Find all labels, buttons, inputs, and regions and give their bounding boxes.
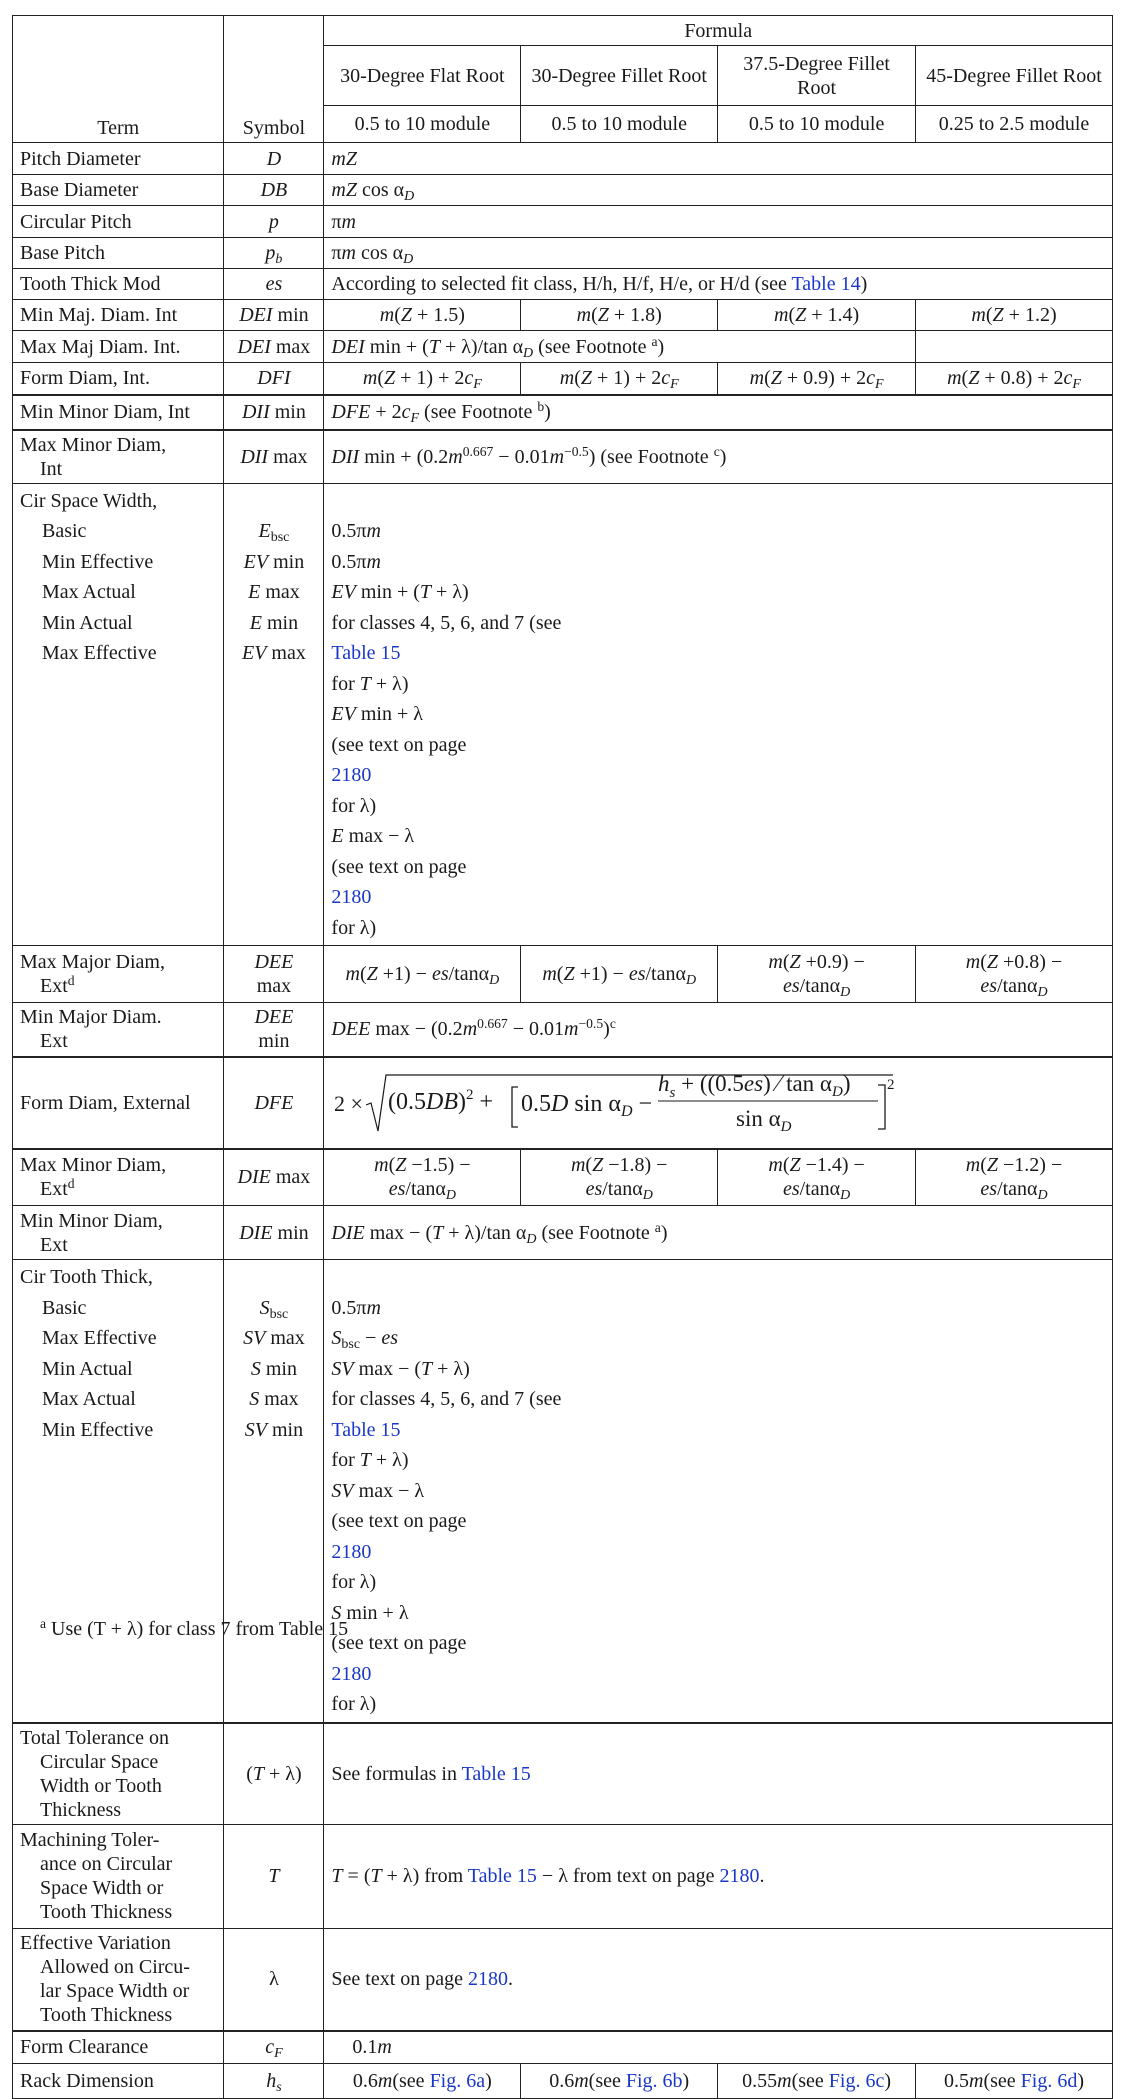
symbol-cell: $p_b$ [224, 238, 324, 269]
term-cell: Form Diam, External [13, 1057, 224, 1149]
term-cell: Base Pitch [13, 238, 224, 269]
header-symbol: Symbol [224, 16, 324, 143]
table-row [13, 269, 1113, 300]
term-cell: Min Maj. Diam. Int [13, 300, 224, 331]
fig-6c-link[interactable]: Fig. 6c [828, 2069, 885, 2092]
formula-cell: m(Z +0.9) − es/tanα$_D$ [718, 946, 916, 1003]
table-row [13, 2063, 1113, 2098]
formula-cell: πm [324, 206, 1113, 238]
symbol-cell: $S_{bsc}$ SV max S min S max SV min [224, 1260, 324, 1723]
term-cell: Cir Tooth Thick, Basic Max Effective Min Actual Max Actual Min Effective [13, 1260, 224, 1723]
svg-text:hs + ((0.5es) ⁄ tan αD): $h_s + ((0.5es)$ ⁄ $\tan \alpha_D$) [658, 1070, 851, 1101]
table-row [13, 1260, 1113, 1723]
formula-cell: m(Z −1.8) − es/tanα$_D$ [521, 1149, 718, 1206]
page-2180-link[interactable]: 2180 [468, 1968, 509, 1991]
formula-cell: m(Z −1.4) − es/tanα$_D$ [718, 1149, 916, 1206]
table-15-link[interactable]: Table 15 [461, 1762, 531, 1785]
range-45-fillet: 0.25 to 2.5 module [916, 106, 1113, 143]
table-row [13, 2031, 1113, 2063]
formula-cell: 0.6m(see Fig. 6b) [521, 2063, 718, 2098]
formula-cell: T = (T + λ) from Table 15 − λ from text on page 2180. [324, 1824, 1113, 1928]
formula-cell: 0.5m(see Fig. 6d) [916, 2063, 1113, 2098]
svg-text:2 ×: 2 × [334, 1090, 364, 1116]
svg-text:2: 2 [887, 1076, 895, 1093]
term-cell: Max Minor Diam, Ext$^d$ [13, 1149, 224, 1206]
table-row [13, 395, 1113, 430]
term-cell: Pitch Diameter [13, 143, 224, 175]
formula-cell: m(Z + 1.4) [718, 300, 916, 331]
symbol-cell: DIE max [224, 1149, 324, 1206]
symbol-cell: $E_{bsc}$ EV min E max E min EV max [224, 483, 324, 946]
page-2180-link[interactable]: 2180 [331, 1540, 372, 1563]
table-row [13, 206, 1113, 238]
formula-cell: m(Z −1.2) − es/tanα$_D$ [916, 1149, 1113, 1206]
formula-cell: According to selected fit class, H/h, H/f, H/e, or H/d (see Table 14) [324, 269, 1113, 300]
term-cell: Rack Dimension [13, 2063, 224, 2098]
table-row [13, 1003, 1113, 1057]
symbol-cell: λ [224, 1928, 324, 2031]
table-row [13, 1149, 1113, 1206]
svg-text:0.5D sin αD −: 0.5D $\sin \alpha_D$ − [521, 1090, 653, 1120]
table-row [13, 1824, 1113, 1928]
page-2180-link[interactable]: 2180 [331, 764, 372, 786]
header-formula: Formula [324, 16, 1113, 46]
symbol-cell: p [224, 206, 324, 238]
symbol-cell: DEI max [224, 331, 324, 363]
term-cell: Form Diam, Int. [13, 363, 224, 395]
symbol-cell: DIE min [224, 1206, 324, 1260]
formula-cell: See text on page 2180. [324, 1928, 1113, 2031]
formula-cell: m(Z +1) − es/tanα$_D$ [521, 946, 718, 1003]
formula-cell: $m(Z + 0.8) + 2c_F$ [916, 363, 1113, 395]
formula-cell: m(Z −1.5) − es/tanα$_D$ [324, 1149, 521, 1206]
formula-cell: 0.6m(see Fig. 6a) [324, 2063, 521, 2098]
term-cell: Min Minor Diam, Int [13, 395, 224, 430]
formula-cell: mZ [324, 143, 1113, 175]
table-row [13, 430, 1113, 484]
table-row [13, 483, 1113, 946]
symbol-cell: es [224, 269, 324, 300]
table-row [13, 1723, 1113, 1825]
term-cell: Tooth Thick Mod [13, 269, 224, 300]
svg-text:(0.5DB)2 +: $(0.5DB)^2$ + [388, 1086, 494, 1115]
term-cell: Base Diameter [13, 175, 224, 206]
term-cell: Max Maj Diam. Int. [13, 331, 224, 363]
term-cell: Min Major Diam. Ext [13, 1003, 224, 1057]
symbol-cell: DII max [224, 430, 324, 484]
formula-cell: 0.1m [324, 2031, 1113, 2063]
formula-cell [916, 331, 1113, 363]
fig-6a-link[interactable]: Fig. 6a [429, 2069, 486, 2092]
formula-cell: πm $\cos \alpha_D$ [324, 238, 1113, 269]
table-row [13, 300, 1113, 331]
formula-cell: DII $\min + (0.2m^{0.667} - 0.01m^{-0.5})$ (see Footnote $^c$) [324, 430, 1113, 484]
formula-cell [324, 1057, 1113, 1149]
formula-cell: m(Z + 1.2) [916, 300, 1113, 331]
svg-text:sin αD: $\sin \alpha_D$ [736, 1105, 792, 1135]
term-cell: Machining Toler- ance on Circular Space Width or Tooth Thickness [13, 1824, 224, 1928]
term-cell: Max Minor Diam, Int [13, 430, 224, 484]
formula-cell: See formulas in Table 15 [324, 1723, 1113, 1825]
header-37-fillet: 37.5-Degree Fillet Root [718, 46, 916, 106]
symbol-cell: DII min [224, 395, 324, 430]
symbol-cell: DB [224, 175, 324, 206]
header-30-fillet: 30-Degree Fillet Root [521, 46, 718, 106]
term-cell: Cir Space Width, Basic Min Effective Max Actual Min Actual Max Effective [13, 483, 224, 946]
formula-cell: DEI min + (T + λ)/tan $\alpha_D$ (see Footnote $^a$) [324, 331, 916, 363]
term-cell: Circular Pitch [13, 206, 224, 238]
table-row [13, 238, 1113, 269]
formula-cell: m(Z + 1.8) [521, 300, 718, 331]
table-row [13, 363, 1113, 395]
header-30-flat: 30-Degree Flat Root [324, 46, 521, 106]
table-row [13, 946, 1113, 1003]
table-15-link[interactable]: Table 15 [331, 642, 401, 664]
range-30-fillet: 0.5 to 10 module [521, 106, 718, 143]
symbol-cell: DEE min [224, 1003, 324, 1057]
term-cell: Min Minor Diam, Ext [13, 1206, 224, 1260]
formula-cell: DIE max − (T + λ)/tan $\alpha_D$ (see Footnote $^a$) [324, 1206, 1113, 1260]
symbol-cell: DFI [224, 363, 324, 395]
table-row [13, 1057, 1113, 1149]
formula-cell: DFE + $2c_F$ (see Footnote $^b$) [324, 395, 1113, 430]
formula-cell: 0.55m(see Fig. 6c) [718, 2063, 916, 2098]
symbol-cell: DEE max [224, 946, 324, 1003]
page-2180-link[interactable]: 2180 [331, 1662, 372, 1685]
formula-cell: m(Z +0.8) − es/tanα$_D$ [916, 946, 1113, 1003]
footnote-a: $^a$ Use (T + λ) for class 7 from Table 15 [40, 1616, 349, 1640]
formula-cell: $m(Z + 1) + 2c_F$ [324, 363, 521, 395]
table-row [13, 1928, 1113, 2031]
header-45-fillet: 45-Degree Fillet Root [916, 46, 1113, 106]
formula-cell: m(Z +1) − es/tanα$_D$ [324, 946, 521, 1003]
range-37-fillet: 0.5 to 10 module [718, 106, 916, 143]
formula-cell: 0.5πm 0.5πm EV min + (T + λ) for classes 4, 5, 6, and 7 (see Table 15 for T + λ) EV min + λ (see text on page 2180 for λ) E max − λ (see text on page 2180 for λ) [324, 483, 1113, 946]
table-row [13, 175, 1113, 206]
range-30-flat: 0.5 to 10 module [324, 106, 521, 143]
term-cell: Form Clearance [13, 2031, 224, 2063]
symbol-cell: $h_s$ [224, 2063, 324, 2098]
page-2180-link[interactable]: 2180 [719, 1865, 760, 1887]
table-row [13, 331, 1113, 363]
fig-6d-link[interactable]: Fig. 6d [1020, 2069, 1078, 2092]
term-cell: Max Major Diam, Ext$^d$ [13, 946, 224, 1003]
table-15-link[interactable]: Table 15 [467, 1865, 537, 1887]
table-row [13, 1206, 1113, 1260]
spline-formula-table [12, 15, 1113, 2099]
symbol-cell: T [224, 1824, 324, 1928]
symbol-cell: (T + λ) [224, 1723, 324, 1825]
formula-cell: $m(Z + 0.9) + 2c_F$ [718, 363, 916, 395]
formula-cell: DEE $\max - (0.2m^{0.667} - 0.01m^{-0.5})^c$ [324, 1003, 1113, 1057]
fig-6b-link[interactable]: Fig. 6b [625, 2069, 683, 2092]
symbol-cell: D [224, 143, 324, 175]
formula-cell: mZ $\cos \alpha_D$ [324, 175, 1113, 206]
term-cell: Total Tolerance on Circular Space Width or Tooth Thickness [13, 1723, 224, 1825]
table-row [13, 143, 1113, 175]
symbol-cell: DEI min [224, 300, 324, 331]
symbol-cell: $c_F$ [224, 2031, 324, 2063]
header-term: Term [13, 16, 224, 143]
formula-cell: m(Z + 1.5) [324, 300, 521, 331]
form-diameter-formula [328, 1061, 928, 1145]
formula-cell: 0.5πm $S_{bsc}$ − es SV max − (T + λ) for classes 4, 5, 6, and 7 (see Table 15 for T + λ) SV max − λ (see text on page 2180 for λ) S min + λ (see text on page 2180 for λ) [324, 1260, 1113, 1723]
table-14-link[interactable]: Table 14 [791, 273, 861, 295]
symbol-cell: DFE [224, 1057, 324, 1149]
page-2180-link[interactable]: 2180 [331, 886, 372, 908]
formula-cell: $m(Z + 1) + 2c_F$ [521, 363, 718, 395]
table-15-link[interactable]: Table 15 [331, 1418, 401, 1441]
term-cell: Effective Variation Allowed on Circu- lar Space Width or Tooth Thickness [13, 1928, 224, 2031]
